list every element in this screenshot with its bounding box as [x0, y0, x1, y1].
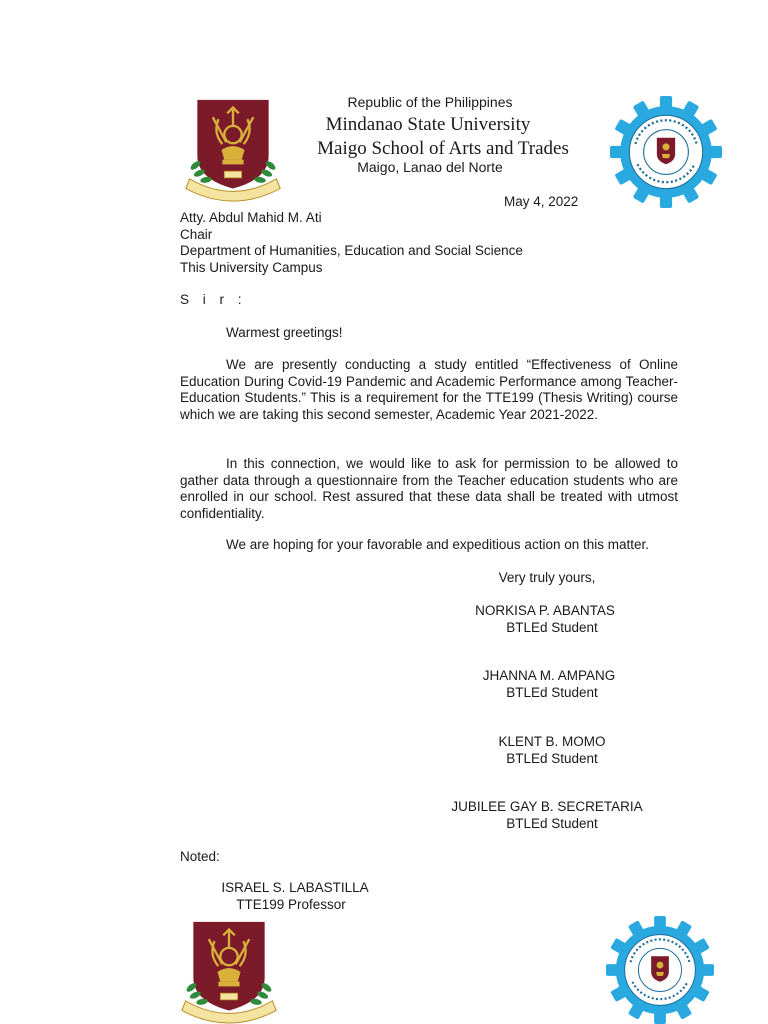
signatory-role: BTLEd Student: [506, 684, 598, 700]
signatory-name: NORKISA P. ABANTAS: [475, 603, 615, 618]
signatory-name: JHANNA M. AMPANG: [482, 668, 616, 683]
recipient-campus: This University Campus: [180, 259, 323, 275]
signatory-role: BTLEd Student: [506, 750, 598, 766]
msat-gear-seal-logo-bottom: [604, 916, 716, 1024]
header-country: Republic of the Philippines: [347, 94, 513, 110]
noted-label: Noted:: [180, 849, 220, 864]
closing: Very truly yours,: [498, 570, 596, 585]
noted-by-name: ISRAEL S. LABASTILLA: [221, 880, 369, 895]
header-address: Maigo, Lanao del Norte: [357, 159, 503, 175]
letter-date: May 4, 2022: [504, 194, 579, 209]
recipient-title: Chair: [180, 226, 213, 242]
body-paragraph-3: We are hoping for your favorable and expeditious action on this matter.: [226, 537, 650, 552]
recipient-department: Department of Humanities, Education and Social Science: [180, 243, 523, 258]
signatory-name: JUBILEE GAY B. SECRETARIA: [451, 799, 643, 814]
recipient-name: Atty. Abdul Mahid M. Ati: [180, 210, 322, 225]
noted-by-role: TTE199 Professor: [236, 896, 346, 912]
signatory-role: BTLEd Student: [506, 619, 598, 635]
body-paragraph-2: In this connection, we would like to ask for permission to be allowed to gather data through a questionnaire from the Teacher education students who are enrolled in our school. Rest assured that these data shall be treated with utmost confidentiality.: [180, 456, 678, 521]
signatory-role: BTLEd Student: [506, 815, 598, 831]
body-paragraph-1: We are presently conducting a study entitled “Effectiveness of Online Education During Covid-19 Pandemic and Academic Performance among Teacher-Education Students.” This is a requirement for the TTE199 (Thesis Writing) course which we are taking this second semester, Academic Year 2021-2022.: [180, 357, 678, 422]
greeting: Warmest greetings!: [226, 325, 343, 340]
header-university: Mindanao State University: [325, 114, 531, 135]
msat-gear-seal-logo-top: [610, 96, 722, 208]
msu-crest-logo-top: [180, 96, 286, 202]
signatory-name: KLENT B. MOMO: [498, 734, 606, 749]
salutation: S i r :: [180, 292, 244, 307]
header-school: Maigo School of Arts and Trades: [317, 138, 569, 159]
msu-crest-logo-bottom: [176, 918, 282, 1024]
